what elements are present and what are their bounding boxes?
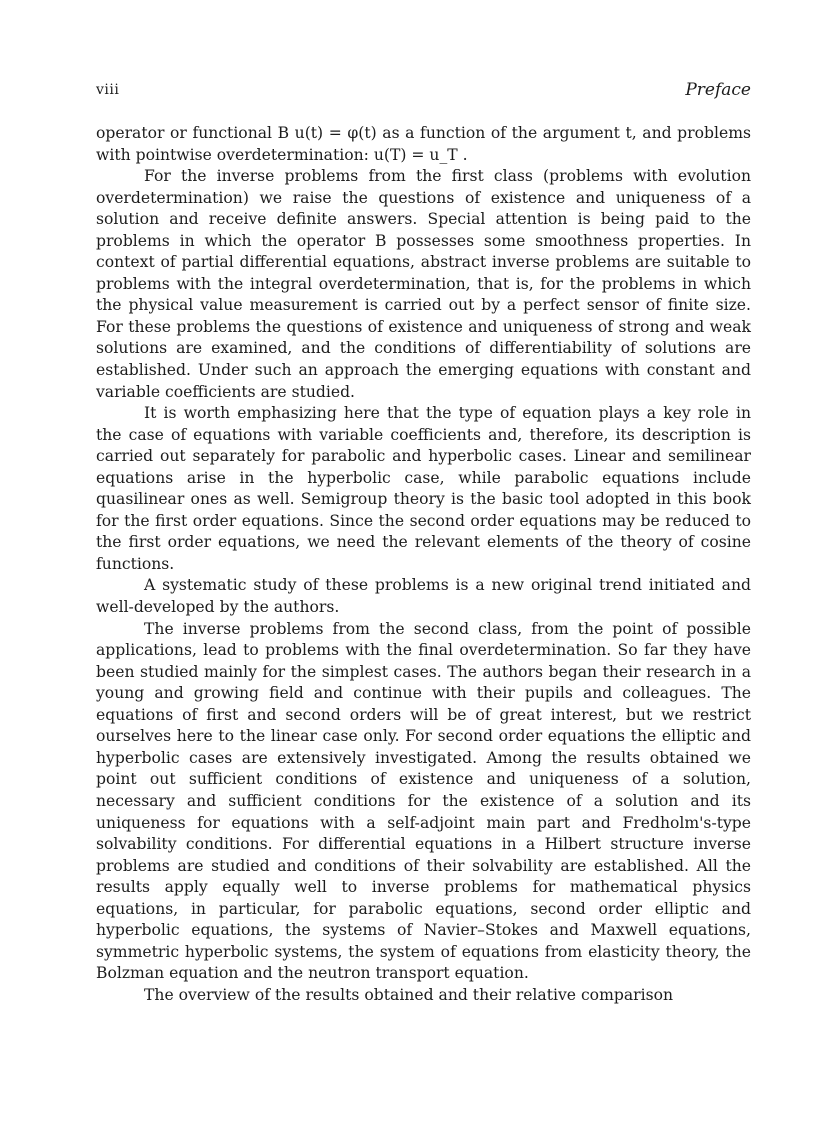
body-text	[96, 123, 751, 1006]
paragraph-inverse-problems-first-class: For the inverse problems from the first class (problems with evolution overdetermination) we raise the questions of existence and uniqueness of a solution and receive definite answers. Special attention is being paid to the problems in which the operator B possesses some smoothness properties. In context of partial differential equations, abstract inverse problems are suitable to problems with the integral overdetermination, that is, for the problems in which the physical value measurement is carried out by a perfect sensor of finite size. For these problems the questions of existence and uniqueness of strong and weak solutions are examined, and the conditions of differentiability of solutions are established. Under such an approach the emerging equations with constant and variable coefficients are studied.	[96, 167, 751, 401]
section-title: Preface	[685, 80, 751, 100]
paragraph-equation-type: It is worth emphasizing here that the type of equation plays a key role in the case of equations with variable coefficients and, therefore, its description is carried out separately for parabolic and hyperbolic cases. Linear and semilinear equations arise in the hyperbolic case, while parabolic equations include quasilinear ones as well. Semigroup theory is the basic tool adopted in this book for the first order equations. Since the second order equations may be reduced to the first order equations, we need the relevant elements of the theory of cosine functions.	[96, 404, 751, 573]
paragraph-continued: operator or functional B u(t) = φ(t) as a function of the argument t, and problems with pointwise overdetermination: u(T) = u_T .	[96, 124, 751, 164]
paragraph-inverse-problems-second-class: The inverse problems from the second class, from the point of possible applications, lead to problems with the final overdetermination. So far they have been studied mainly for the simplest cases. The authors began their research in a young and growing field and continue with their pupils and colleagues. The equations of first and second orders will be of great interest, but we restrict ourselves here to the linear case only. For second order equations the elliptic and hyperbolic cases are extensively investigated. Among the results obtained we point out sufficient conditions of existence and uniqueness of a solution, necessary and sufficient conditions for the existence of a solution and its uniqueness for equations with a self-adjoint main part and Fredholm's-type solvability conditions. For differential equations in a Hilbert structure inverse problems are studied and conditions of their solvability are established. All the results apply equally well to inverse problems for mathematical physics equations, in particular, for parabolic equations, second order elliptic and hyperbolic equations, the systems of Navier–Stokes and Maxwell equations, symmetric hyperbolic systems, the system of equations from elasticity theory, the Bolzman equation and the neutron transport equation.	[96, 619, 751, 983]
paragraph-systematic-study: A systematic study of these problems is a new original trend initiated and well-developed by the authors.	[96, 576, 751, 617]
page-number: viii	[96, 82, 120, 98]
paragraph-overview: The overview of the results obtained and their relative comparison	[144, 985, 674, 1004]
page	[96, 82, 751, 1006]
running-head	[96, 82, 751, 108]
